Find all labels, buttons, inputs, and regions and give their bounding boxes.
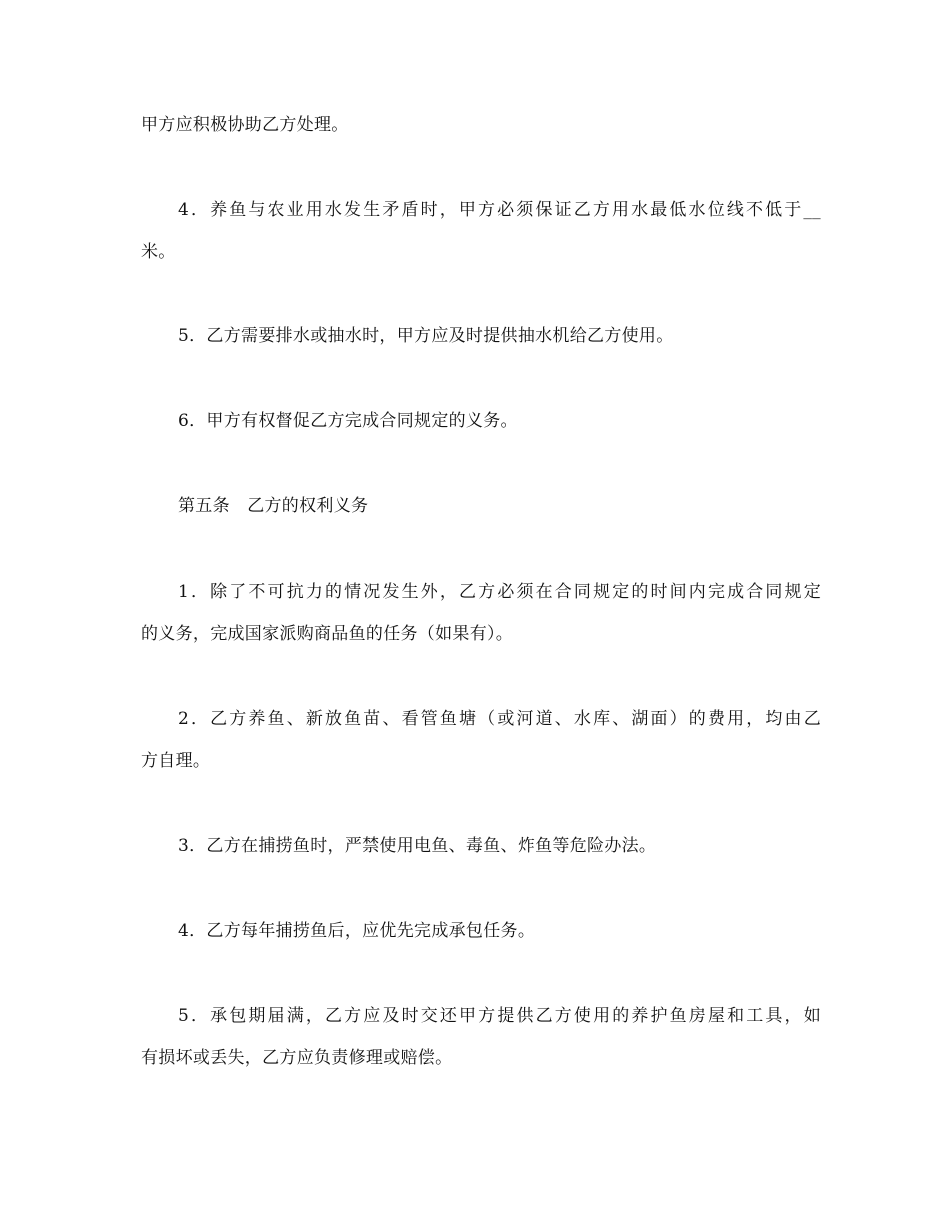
text-line: 5．承包期届满，乙方应及时交还甲方提供乙方使用的养护鱼房屋和工具，如: [178, 1006, 821, 1026]
section-heading: 第五条 乙方的权利义务: [178, 496, 369, 516]
text-line: 甲方应积极协助乙方处理。: [141, 115, 349, 135]
text-line: 6．甲方有权督促乙方完成合同规定的义务。: [178, 411, 518, 431]
text-line: 的义务，完成国家派购商品鱼的任务（如果有）。: [141, 624, 514, 644]
text-line: 5．乙方需要排水或抽水时，甲方应及时提供抽水机给乙方使用。: [178, 326, 674, 346]
text-line: 3．乙方在捕捞鱼时，严禁使用电鱼、毒鱼、炸鱼等危险办法。: [178, 836, 657, 856]
text-line: 方自理。: [141, 751, 211, 771]
text-line: 米。: [141, 242, 176, 262]
text-line: 4．乙方每年捕捞鱼后，应优先完成承包任务。: [178, 921, 536, 941]
text-line: 1．除了不可抗力的情况发生外，乙方必须在合同规定的时间内完成合同规定: [178, 582, 821, 602]
text-line: 4．养鱼与农业用水发生矛盾时，甲方必须保证乙方用水最低水位线不低于__: [178, 200, 821, 220]
text-line: 有损坏或丢失，乙方应负责修理或赔偿。: [141, 1048, 453, 1068]
text-line: 2．乙方养鱼、新放鱼苗、看管鱼塘（或河道、水库、湖面）的费用，均由乙: [178, 709, 821, 729]
